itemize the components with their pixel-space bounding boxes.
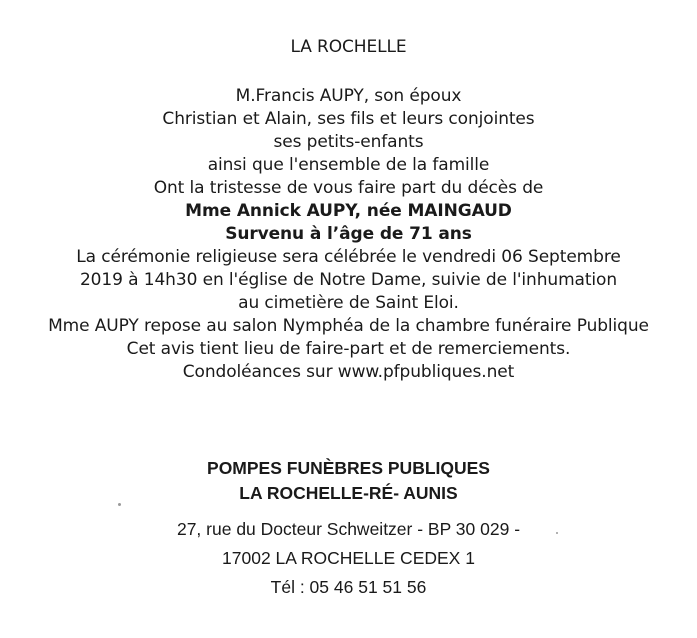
deceased-age: Survenu à l’âge de 71 ans <box>225 224 472 244</box>
company-contact <box>0 515 697 602</box>
funeral-company <box>0 456 697 506</box>
company-name-line-2: LA ROCHELLE-RÉ- AUNIS <box>239 483 458 503</box>
company-name-line-1: POMPES FUNÈBRES PUBLIQUES <box>207 458 490 478</box>
notice-line-sons: Christian et Alain, ses fils et leurs conjointes <box>162 109 535 129</box>
ceremony-line-3: au cimetière de Saint Eloi. <box>238 293 459 313</box>
ceremony-line-1: La cérémonie religieuse sera célébrée le vendredi 06 Septembre <box>76 247 621 267</box>
notice-body <box>0 85 697 384</box>
notice-line-family: ainsi que l'ensemble de la famille <box>207 155 490 175</box>
city-heading: LA ROCHELLE <box>290 37 407 57</box>
notice-line-announcement: Ont la tristesse de vous faire part du décès de <box>153 178 544 198</box>
company-address-line-2: 17002 LA ROCHELLE CEDEX 1 <box>222 548 475 568</box>
notice-line-husband: M.Francis AUPY, son époux <box>235 86 462 106</box>
notice-statement-line: Cet avis tient lieu de faire-part et de remerciements. <box>126 339 571 359</box>
rest-location-line: Mme AUPY repose au salon Nymphéa de la chambre funéraire Publique <box>48 316 649 336</box>
condolences-line: Condoléances sur www.pfpubliques.net <box>182 362 515 382</box>
company-phone: Tél : 05 46 51 51 56 <box>270 577 427 597</box>
deceased-name: Mme Annick AUPY, née MAINGAUD <box>185 201 512 221</box>
scan-speck <box>556 532 558 534</box>
company-address-line-1: 27, rue du Docteur Schweitzer - BP 30 029 - <box>176 519 521 539</box>
notice-line-grandchildren: ses petits-enfants <box>273 132 424 152</box>
scan-speck <box>118 503 121 506</box>
ceremony-line-2: 2019 à 14h30 en l'église de Notre Dame, suivie de l'inhumation <box>79 270 618 290</box>
